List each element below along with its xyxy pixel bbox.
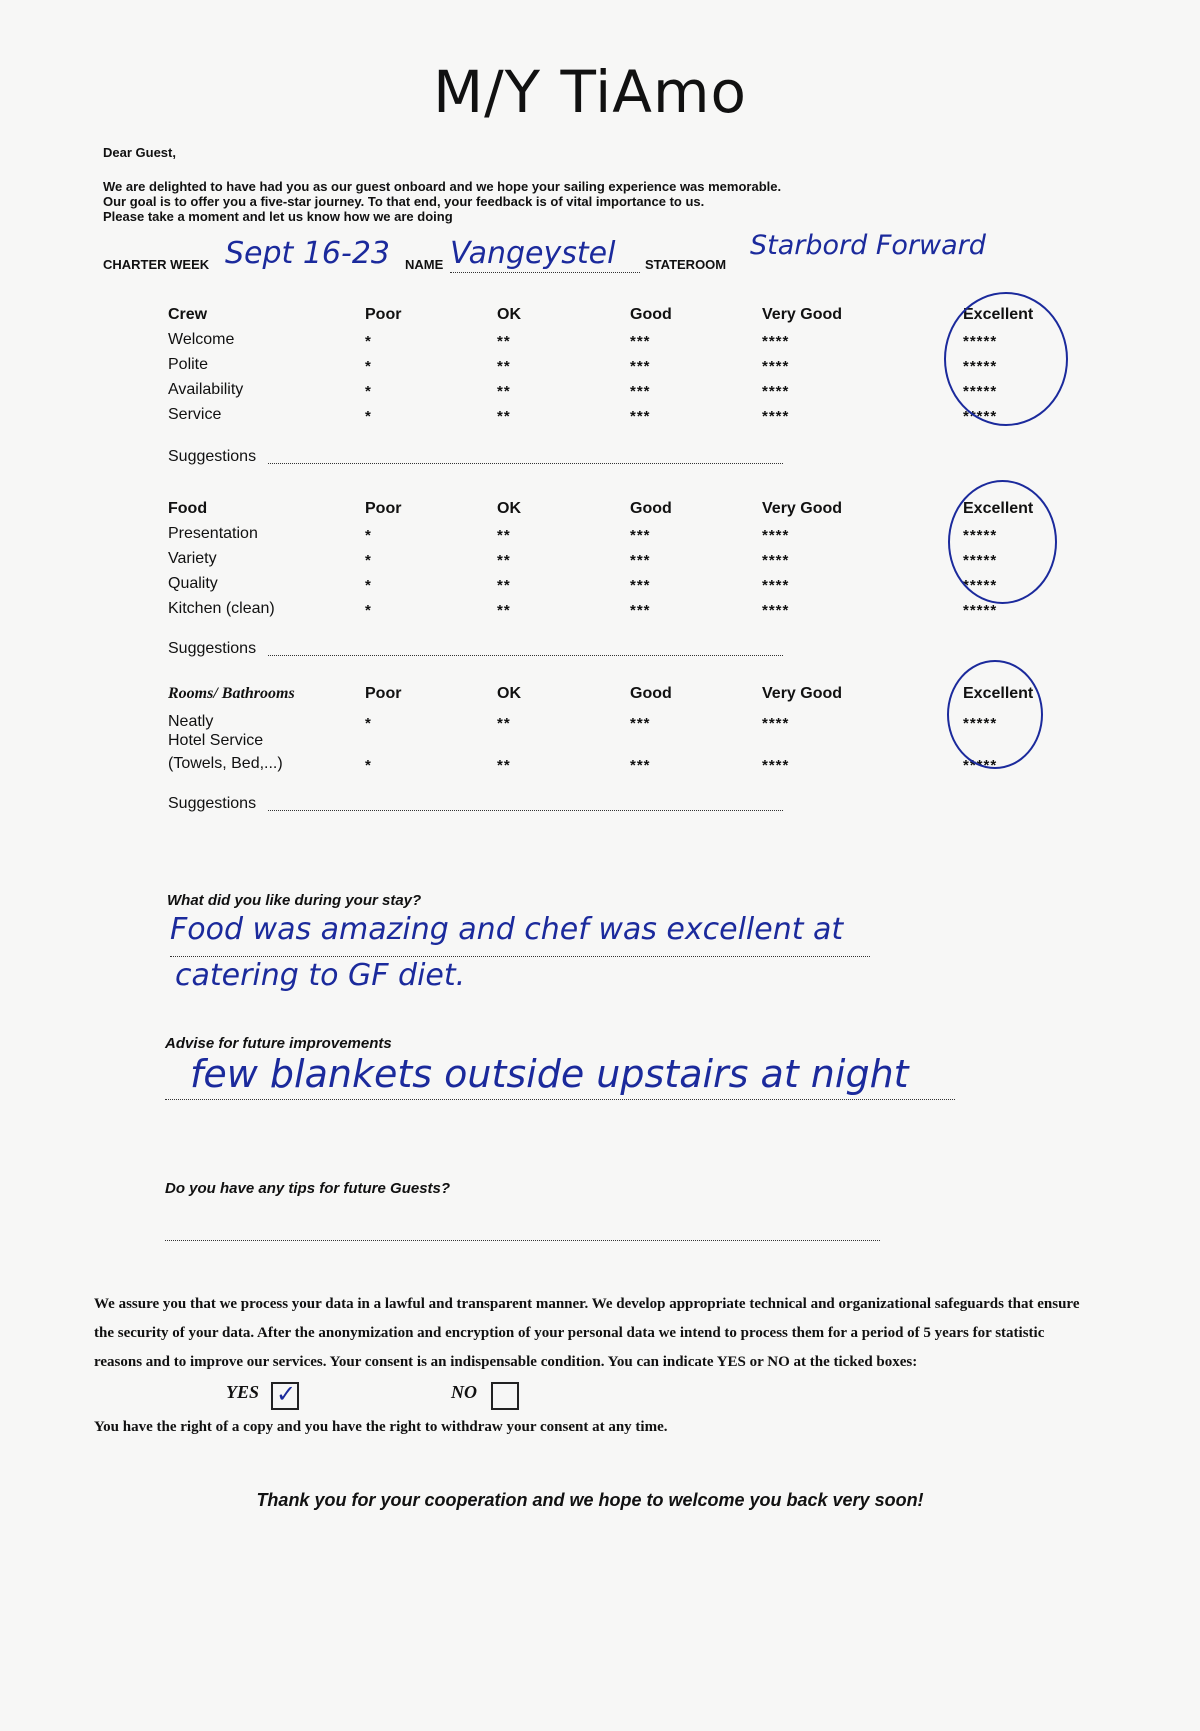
rating-star-option[interactable]: * — [365, 527, 372, 544]
intro-line-2: Our goal is to offer you a five-star journey. To that end, your feedback is of vital importance to us. — [103, 194, 705, 209]
rating-column-header: Excellent — [963, 685, 1034, 702]
intro-line-3: Please take a moment and let us know how we are doing — [103, 209, 453, 224]
suggestions-label: Suggestions — [168, 448, 257, 465]
tips-underline — [165, 1239, 880, 1241]
rating-item-label: Kitchen (clean) — [168, 600, 275, 617]
rating-item-label: Service — [168, 406, 222, 423]
rating-star-option[interactable]: *** — [630, 602, 651, 619]
stateroom-field[interactable]: Starbord Forward — [750, 230, 986, 261]
intro-line-1: We are delighted to have had you as our guest onboard and we hope your sailing experience was memorable. — [103, 179, 782, 194]
rating-star-option[interactable]: ***** — [963, 757, 998, 774]
rating-item-label: Availability — [168, 381, 244, 398]
rating-star-option[interactable]: **** — [762, 408, 790, 425]
rating-star-option[interactable]: *** — [630, 333, 651, 350]
rating-star-option[interactable]: ** — [497, 602, 511, 619]
rating-item-label: Neatly — [168, 713, 214, 730]
section-heading: Food — [168, 500, 208, 517]
greeting: Dear Guest, — [103, 145, 176, 160]
rating-item-label: (Towels, Bed,...) — [168, 755, 283, 772]
rating-column-header: Very Good — [762, 306, 843, 323]
page-title: M/Y TiAmo — [433, 58, 747, 126]
rating-star-option[interactable]: * — [365, 358, 372, 375]
rating-star-option[interactable]: *** — [630, 527, 651, 544]
excellent-selection-circle — [947, 660, 1043, 769]
rating-star-option[interactable]: ** — [497, 552, 511, 569]
rating-star-option[interactable]: *** — [630, 358, 651, 375]
check-icon: ✓ — [276, 1380, 297, 1408]
rating-star-option[interactable]: * — [365, 715, 372, 732]
section-heading: Crew — [168, 306, 208, 323]
rating-star-option[interactable]: * — [365, 577, 372, 594]
suggestions-label: Suggestions — [168, 640, 257, 657]
yes-label: YES — [226, 1382, 260, 1402]
rating-item-label: Quality — [168, 575, 218, 592]
rating-star-option[interactable]: * — [365, 383, 372, 400]
rating-column-header: Very Good — [762, 500, 843, 517]
rating-column-header: OK — [497, 685, 521, 702]
rating-star-option[interactable]: *** — [630, 715, 651, 732]
rating-column-header: Excellent — [963, 306, 1034, 323]
rating-star-option[interactable]: * — [365, 333, 372, 350]
rating-item-label: Variety — [168, 550, 217, 567]
rating-star-option[interactable]: ** — [497, 715, 511, 732]
rating-column-header: Poor — [365, 306, 402, 323]
name-label: NAME — [405, 257, 444, 272]
rating-star-option[interactable]: **** — [762, 383, 790, 400]
rating-star-option[interactable]: ** — [497, 333, 511, 350]
privacy-statement: We assure you that we process your data in a lawful and transparent manner. We develop appropriate technical and organizational safeguards that ensure the security of your data. After the anonymization and encryption of your personal data we intend to process them for a period of 5 years for statistic reasons and to improve our services. Your consent is an indispensable condition. You can indicate YES or NO at the ticked boxes: — [94, 1296, 1080, 1370]
excellent-selection-circle — [944, 292, 1068, 426]
rating-star-option[interactable]: ** — [497, 757, 511, 774]
suggestions-field[interactable] — [268, 809, 783, 811]
rating-star-option[interactable]: ***** — [963, 552, 998, 569]
charter-week-field[interactable]: Sept 16-23 — [225, 236, 391, 271]
rating-star-option[interactable]: * — [365, 757, 372, 774]
rating-column-header: OK — [497, 500, 521, 517]
improve-underline — [165, 1098, 955, 1100]
rating-star-option[interactable]: ***** — [963, 333, 998, 350]
excellent-selection-circle — [948, 480, 1057, 604]
rating-star-option[interactable]: ** — [497, 408, 511, 425]
liked-answer-line-2[interactable]: catering to GF diet. — [175, 958, 466, 993]
rating-star-option[interactable]: ***** — [963, 577, 998, 594]
rating-star-option[interactable]: *** — [630, 408, 651, 425]
no-checkbox[interactable] — [491, 1382, 519, 1410]
improve-question: Advise for future improvements — [165, 1035, 392, 1052]
rating-star-option[interactable]: *** — [630, 383, 651, 400]
rating-star-option[interactable]: * — [365, 602, 372, 619]
closing-message: Thank you for your cooperation and we hope to welcome you back very soon! — [256, 1490, 924, 1510]
yes-checkbox[interactable] — [271, 1382, 299, 1410]
rating-star-option[interactable]: ** — [497, 527, 511, 544]
rating-star-option[interactable]: ** — [497, 383, 511, 400]
improve-answer[interactable]: few blankets outside upstairs at night — [190, 1052, 909, 1096]
rating-item-label: Presentation — [168, 525, 258, 542]
tips-question: Do you have any tips for future Guests? — [165, 1180, 451, 1197]
charter-week-label: CHARTER WEEK — [103, 257, 210, 272]
suggestions-field[interactable] — [268, 654, 783, 656]
rating-column-header: Good — [630, 306, 672, 323]
rating-column-header: Good — [630, 685, 672, 702]
rating-star-option[interactable]: ***** — [963, 383, 998, 400]
rating-star-option[interactable]: **** — [762, 527, 790, 544]
rating-star-option[interactable]: *** — [630, 757, 651, 774]
suggestions-label: Suggestions — [168, 795, 257, 812]
suggestions-field[interactable] — [268, 462, 783, 464]
rating-column-header: Very Good — [762, 685, 843, 702]
rating-item-label: Polite — [168, 356, 209, 373]
rating-star-option[interactable]: ***** — [963, 715, 998, 732]
rating-star-option[interactable]: **** — [762, 757, 790, 774]
rating-column-header: Excellent — [963, 500, 1034, 517]
rating-column-header: Poor — [365, 685, 402, 702]
liked-underline — [170, 955, 870, 957]
rating-column-header: Poor — [365, 500, 402, 517]
stateroom-label: STATEROOM — [645, 257, 727, 272]
rating-star-option[interactable]: ** — [497, 577, 511, 594]
rating-star-option[interactable]: ***** — [963, 602, 998, 619]
rating-star-option[interactable]: **** — [762, 577, 790, 594]
liked-answer-line-1[interactable]: Food was amazing and chef was excellent at — [170, 912, 844, 947]
rating-column-header: Good — [630, 500, 672, 517]
name-field[interactable]: Vangeystel — [450, 236, 616, 271]
rating-star-option[interactable]: *** — [630, 552, 651, 569]
liked-question: What did you like during your stay? — [167, 892, 422, 909]
rating-star-option[interactable]: * — [365, 552, 372, 569]
rating-star-option[interactable]: * — [365, 408, 372, 425]
rating-star-option[interactable]: **** — [762, 333, 790, 350]
rating-item-label: Hotel Service — [168, 732, 264, 749]
rating-star-option[interactable]: **** — [762, 552, 790, 569]
no-label: NO — [451, 1382, 477, 1402]
rating-column-header: OK — [497, 306, 521, 323]
name-underline — [450, 271, 640, 273]
rating-star-option[interactable]: ***** — [963, 358, 998, 375]
rating-star-option[interactable]: ***** — [963, 408, 998, 425]
rating-star-option[interactable]: **** — [762, 715, 790, 732]
rating-star-option[interactable]: *** — [630, 577, 651, 594]
rating-star-option[interactable]: ***** — [963, 527, 998, 544]
rating-item-label: Welcome — [168, 331, 235, 348]
rating-star-option[interactable]: **** — [762, 602, 790, 619]
rating-star-option[interactable]: ** — [497, 358, 511, 375]
withdraw-statement: You have the right of a copy and you have the right to withdraw your consent at any time. — [94, 1419, 668, 1435]
rating-star-option[interactable]: **** — [762, 358, 790, 375]
section-heading: Rooms/ Bathrooms — [168, 685, 295, 702]
